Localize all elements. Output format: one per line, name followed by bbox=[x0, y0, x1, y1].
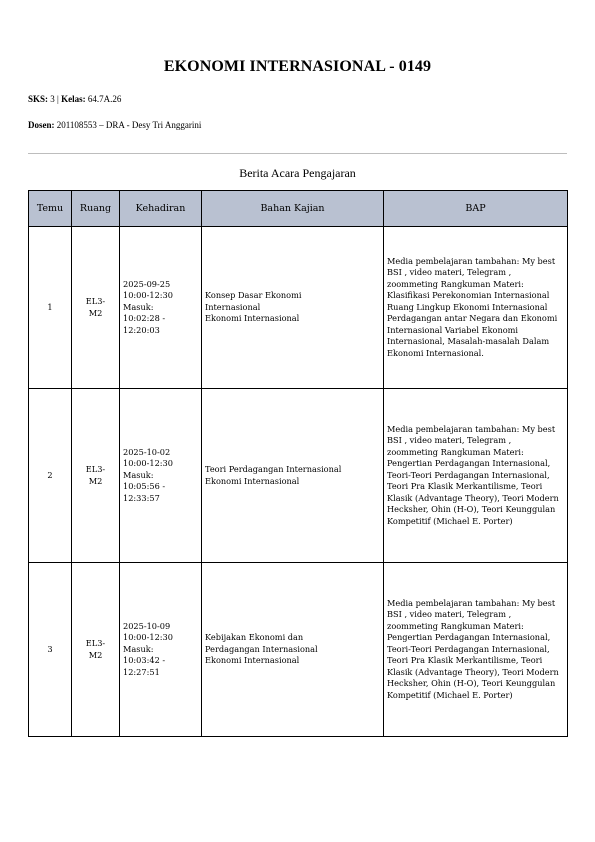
cell-temu: 3 bbox=[29, 563, 72, 737]
table-row bbox=[29, 389, 568, 563]
cell-bahan-kajian: Kebijakan Ekonomi dan Perdagangan Internasional Ekonomi Internasional bbox=[202, 563, 384, 737]
cell-bap: Media pembelajaran tambahan: My best BSI , video materi, Telegram , zoommeting Rangkuman Materi: Pengertian Perdagangan Internasional, Teori-Teori Perdagangan Internasional, Teori Pra Klasik Merkantilisme, Teori Klasik (Advantage Theory), Teori Modern Hecksher, Ohin (H-O), Teori Keunggulan Kompetitif (Michael E. Porter) bbox=[384, 563, 568, 737]
course-meta: SKS: 3 | Kelas: 64.7A.26 bbox=[28, 94, 122, 104]
lecturer-meta bbox=[28, 120, 201, 130]
cell-ruang: EL3- M2 bbox=[72, 389, 120, 563]
cell-ruang: EL3- M2 bbox=[72, 227, 120, 389]
cell-kehadiran: 2025-10-09 10:00-12:30 Masuk: 10:03:42 - 12:27:51 bbox=[120, 563, 202, 737]
page-title: EKONOMI INTERNASIONAL - 0149 bbox=[163, 58, 432, 75]
kelas-value: 64.7A.26 bbox=[87, 94, 122, 104]
cell-kehadiran: 2025-09-25 10:00-12:30 Masuk: 10:02:28 - 12:20:03 bbox=[120, 227, 202, 389]
table-row bbox=[29, 563, 568, 737]
bap-table bbox=[28, 190, 568, 737]
table-header-row bbox=[29, 191, 568, 227]
cell-bahan-kajian: Konsep Dasar Ekonomi Internasional Ekonomi Internasional bbox=[202, 227, 384, 389]
cell-bahan-kajian: Teori Perdagangan Internasional Ekonomi Internasional bbox=[202, 389, 384, 563]
col-header-temu: Temu bbox=[29, 191, 72, 227]
cell-ruang: EL3- M2 bbox=[72, 563, 120, 737]
col-header-ruang: Ruang bbox=[72, 191, 120, 227]
section-title: Berita Acara Pengajaran bbox=[239, 166, 356, 180]
sks-value: 3 bbox=[50, 94, 55, 104]
dosen-label: Dosen: bbox=[28, 120, 55, 130]
cell-bap: Media pembelajaran tambahan: My best BSI , video materi, Telegram , zoommeting Rangkuman Materi: Klasifikasi Perekonomian Internasional Ruang Lingkup Ekonomi Internasional Perdagangan antar Negara dan Ekonomi Internasional Variabel Ekonomi Internasional, Masalah-masalah Dalam Ekonomi Internasional. bbox=[384, 227, 568, 389]
divider bbox=[28, 153, 567, 154]
dosen-value: 201108553 – DRA - Desy Tri Anggarini bbox=[56, 120, 202, 130]
table-row bbox=[29, 227, 568, 389]
col-header-bap: BAP bbox=[384, 191, 568, 227]
kelas-label: Kelas: bbox=[61, 94, 86, 104]
cell-temu: 2 bbox=[29, 389, 72, 563]
cell-temu: 1 bbox=[29, 227, 72, 389]
sks-label: SKS: bbox=[28, 94, 49, 104]
cell-bap: Media pembelajaran tambahan: My best BSI , video materi, Telegram , zoommeting Rangkuman Materi: Pengertian Perdagangan Internasional, Teori-Teori Perdagangan Internasional, Teori Pra Klasik Merkantilisme, Teori Klasik (Advantage Theory), Teori Modern Hecksher, Ohin (H-O), Teori Keunggulan Kompetitif (Michael E. Porter) bbox=[384, 389, 568, 563]
col-header-kehadiran: Kehadiran bbox=[120, 191, 202, 227]
cell-kehadiran: 2025-10-02 10:00-12:30 Masuk: 10:05:56 - 12:33:57 bbox=[120, 389, 202, 563]
col-header-bahan-kajian: Bahan Kajian bbox=[202, 191, 384, 227]
